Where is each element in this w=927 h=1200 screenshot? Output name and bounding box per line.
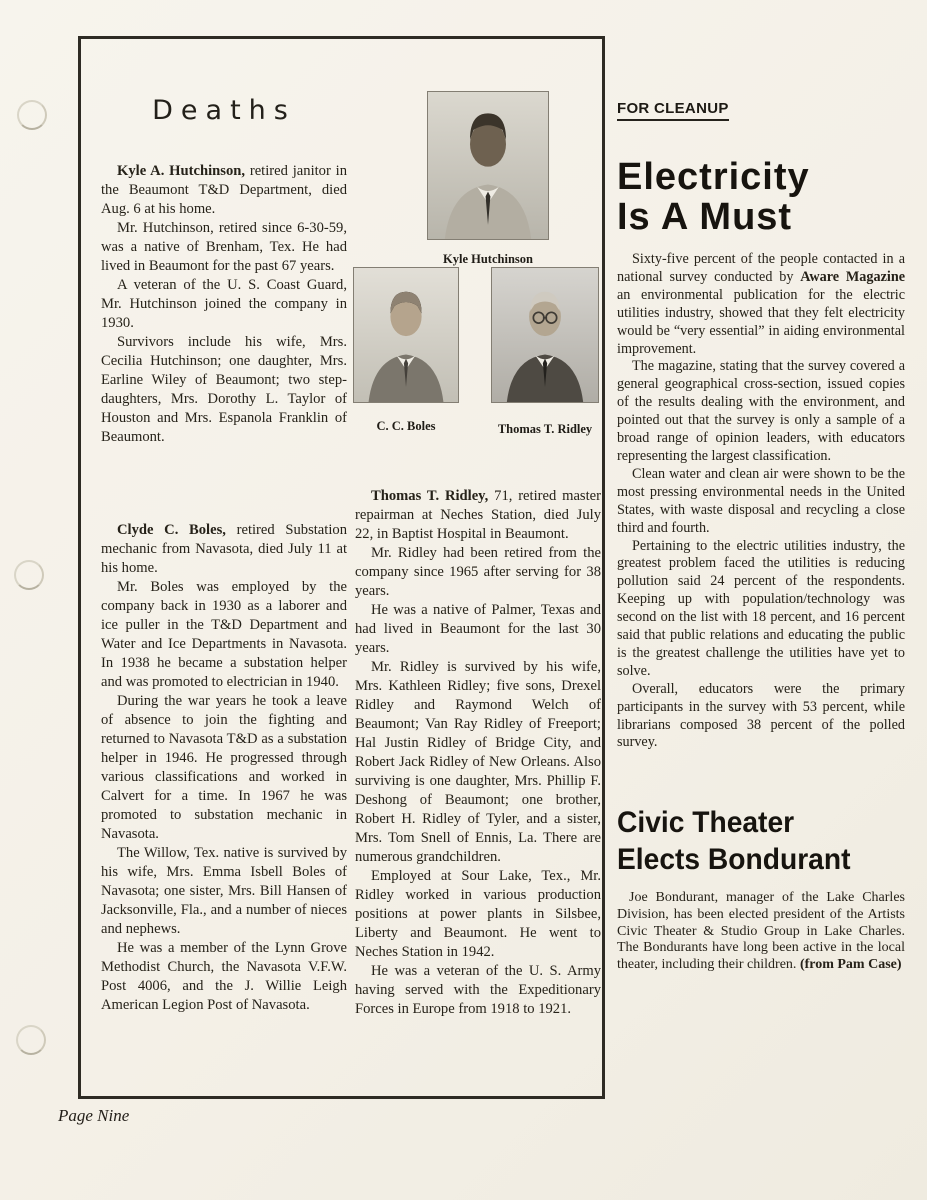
deaths-left-column: [101, 39, 347, 1015]
obituary-clyde-boles: [101, 521, 347, 1015]
obit-text: retired Substation mechanic from Navasota, died July 11 at his home.: [101, 522, 347, 576]
civic-theater-article: [617, 890, 905, 974]
photo-caption: Thomas T. Ridley: [497, 422, 593, 436]
article-paragraph: [617, 890, 905, 974]
deceased-name: Kyle A. Hutchinson,: [117, 163, 246, 179]
deceased-name: Thomas T. Ridley,: [371, 488, 489, 504]
deaths-heading: Deaths: [152, 95, 296, 126]
kicker-for-cleanup: FOR CLEANUP: [617, 100, 729, 121]
obituary-kyle-hutchinson: [101, 162, 347, 447]
headline-line: Elects Bondurant: [617, 843, 851, 877]
article-paragraph: Clean water and clean air were shown to be the most pressing environmental needs in the United States, with waste disposal and recycling a close third and fourth.: [617, 465, 905, 536]
obit-paragraph: [355, 487, 601, 544]
headline-line: Civic Theater: [617, 806, 795, 840]
obit-paragraph: He was a native of Palmer, Texas and had lived in Beaumont for the last 30 years.: [355, 602, 601, 656]
article-text: Joe Bondurant, manager of the Lake Charles Division, has been elected president of the Artists Civic Theater & Studio Group in Lake Charles. The Bondurants have long been active in the local theater, including their children.: [617, 890, 905, 973]
obit-text: retired janitor in the Beaumont T&D Department, died Aug. 6 at his home.: [101, 163, 347, 217]
obit-text: 71, retired master repairman at Neches Station, died July 22, in Baptist Hospital in Beaumont.: [355, 488, 601, 542]
obit-paragraph: Mr. Ridley is survived by his wife, Mrs. Kathleen Ridley; five sons, Drexel Ridley and Raymond Welch of Beaumont; Van Ray Ridley of Freeport; Hal Justin Ridley of Bridge City, and Robert Jack Ridley of New Orleans. Also surviving is one daughter, Mrs. Phillip F. Deshong of Beaumont; one brother, Robert H. Ridley of Tyler, and a sister, Mrs. Tom Snell of Ennis, La. There are numerous grandchildren.: [355, 659, 601, 865]
electricity-headline: [617, 157, 905, 237]
person-silhouette-icon: [428, 92, 548, 239]
punch-hole: [16, 1025, 46, 1055]
article-paragraph: Overall, educators were the primary participants in the survey with 53 percent, while librarians composed 38 percent of the polled survey.: [617, 680, 905, 751]
obit-paragraph: [101, 162, 347, 219]
article-paragraph: [617, 251, 905, 358]
obit-paragraph: Mr. Hutchinson, retired since 6-30-59, was a native of Brenham, Tex. He had lived in Beaumont for the past 67 years.: [101, 220, 347, 274]
headline-line: Electricity: [617, 156, 810, 198]
article-paragraph: Pertaining to the electric utilities industry, the greatest problem faced the utilities is reducing pollution said 24 percent of the respondents. Keeping up with population/technology was second on the list with 18 percent, and 16 percent said that public relations and educating the public is the greatest challenge the utilities have yet to solve.: [617, 537, 905, 679]
punch-hole: [17, 100, 47, 130]
deaths-middle-column: [355, 487, 601, 1019]
electricity-article: [617, 251, 905, 752]
person-silhouette-icon: [354, 268, 458, 402]
headline-line: Is A Must: [617, 196, 793, 238]
person-silhouette-icon: [492, 268, 598, 402]
civic-theater-headline: [617, 804, 888, 878]
photo-caption: C. C. Boles: [376, 419, 436, 433]
obit-paragraph: [101, 521, 347, 578]
obit-paragraph: Employed at Sour Lake, Tex., Mr. Ridley worked in various production positions at power plants in Silsbee, Liberty and Beaumont. He went to Neches Station in 1942.: [355, 868, 601, 960]
portrait-photo-cc-boles: [353, 267, 459, 403]
obit-paragraph: The Willow, Tex. native is survived by his wife, Mrs. Emma Isbell Boles of Navasota; one sister, Mrs. Bill Hansen of Jacksonville, Fla., and a number of nieces and nephews.: [101, 845, 347, 937]
page-number: Page Nine: [58, 1106, 130, 1125]
obituary-thomas-ridley: [355, 487, 601, 1019]
portrait-photo-kyle-hutchinson: [427, 91, 549, 240]
obit-paragraph: Mr. Ridley had been retired from the company since 1965 after serving for 38 years.: [355, 545, 601, 599]
article-paragraph: The magazine, stating that the survey covered a general geographical cross-section, issued copies of the results dealing with the environment, and pointed out that the survey is only a sample of a broad range of opinion leaders, with educators representing the largest classification.: [617, 358, 905, 464]
deaths-section-box: [78, 36, 605, 1099]
article-text: Sixty-five percent of the people contacted in a national survey conducted by: [617, 251, 905, 285]
obit-paragraph: He was a veteran of the U. S. Army having served with the Expeditionary Forces in Europe from 1918 to 1921.: [355, 963, 601, 1017]
obit-paragraph: Survivors include his wife, Mrs. Cecilia Hutchinson; one daughter, Mrs. Earline Wiley of Beaumont; two step-daughters, Mrs. Dorothy L. Taylor of Houston and Mrs. Espanola Franklin of Beaumont.: [101, 334, 347, 445]
obit-paragraph: A veteran of the U. S. Coast Guard, Mr. Hutchinson joined the company in 1930.: [101, 277, 347, 331]
obit-paragraph: During the war years he took a leave of absence to join the fighting and returned to Navasota T&D as a substation helper in 1946. He progressed through various classifications and worked in Calvert for a time. In 1967 he was promoted to substation mechanic in Navasota.: [101, 693, 347, 842]
right-editorial-column: [617, 100, 905, 974]
obit-paragraph: Mr. Boles was employed by the company back in 1930 as a laborer and ice puller in the T&D Department and Water and Ice Departments in Navasota. In 1938 he became a substation helper and was promoted to electrician in 1940.: [101, 579, 347, 690]
photo-caption: Kyle Hutchinson: [443, 252, 533, 266]
byline-credit: (from Pam Case): [799, 957, 902, 973]
article-text: an environmental publication for the electric utilities industry, showed that they felt electricity would be “very essential” in aiding environmental improvement.: [617, 286, 905, 357]
deceased-name: Clyde C. Boles,: [117, 522, 226, 538]
magazine-name: Aware Magazine: [800, 268, 906, 285]
portrait-photo-thomas-ridley: [491, 267, 599, 403]
obit-paragraph: He was a member of the Lynn Grove Methodist Church, the Navasota V.F.W. Post 4006, and the J. Willie Leigh American Legion Post of Navasota.: [101, 940, 347, 1013]
punch-hole: [14, 560, 44, 590]
